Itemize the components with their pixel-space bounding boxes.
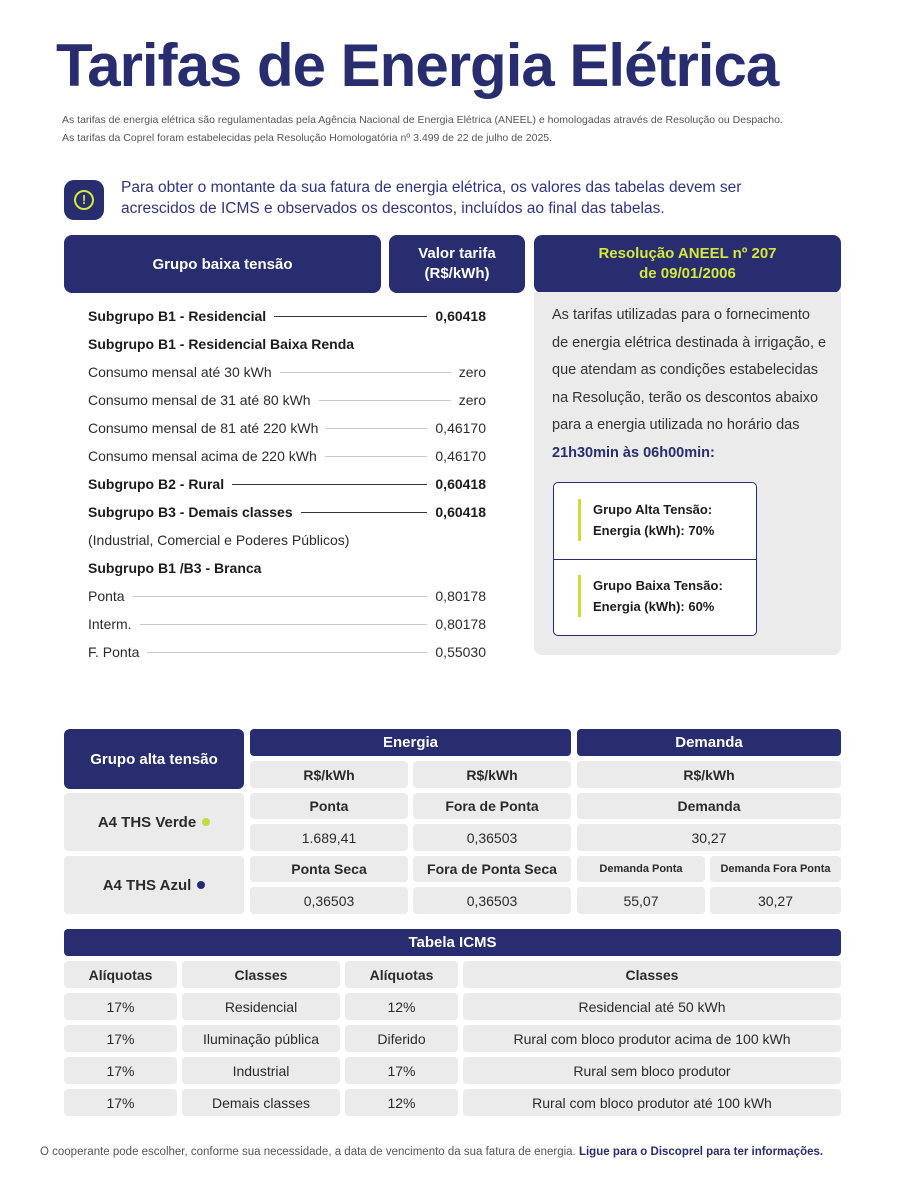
energia-header: Energia <box>250 729 571 756</box>
icms-table-cell: Industrial <box>182 1057 340 1084</box>
icms-table-cell: Rural com bloco produtor até 100 kWh <box>463 1089 841 1116</box>
table-row: Subgrupo B1 /B3 - Branca <box>88 560 262 576</box>
discount-low-voltage: Grupo Baixa Tensão: Energia (kWh): 60% <box>578 575 723 617</box>
icms-table-cell: Rural sem bloco produtor <box>463 1057 841 1084</box>
table-cell: 0,36503 <box>413 887 571 914</box>
icms-table-cell: Iluminação pública <box>182 1025 340 1052</box>
icms-table-cell: Demais classes <box>182 1089 340 1116</box>
icms-table-cell: Rural com bloco produtor acima de 100 kWh <box>463 1025 841 1052</box>
demanda-header: Demanda <box>577 729 841 756</box>
icms-table-cell: 12% <box>345 993 458 1020</box>
table-cell: 30,27 <box>577 824 841 851</box>
high-voltage-group-header: Grupo alta tensão <box>64 729 244 789</box>
table-row: Subgrupo B3 - Demais classes 0,60418 <box>88 504 486 520</box>
table-header-cell: Demanda Ponta <box>577 856 705 882</box>
table-cell: 0,36503 <box>413 824 571 851</box>
table-row: Consumo mensal acima de 220 kWh 0,46170 <box>88 448 486 464</box>
table-row: F. Ponta 0,55030 <box>88 644 486 660</box>
icms-header-cell: Alíquotas <box>345 961 458 988</box>
a4-verde-label: A4 THS Verde <box>64 793 244 851</box>
icms-table-cell: Diferido <box>345 1025 458 1052</box>
icms-table-cell: 17% <box>345 1057 458 1084</box>
low-voltage-group-header: Grupo baixa tensão <box>64 235 381 293</box>
table-row: Subgrupo B1 - Residencial Baixa Renda <box>88 336 355 352</box>
table-header-cell: Fora de Ponta <box>413 793 571 819</box>
page-title: Tarifas de Energia Elétrica <box>56 32 779 99</box>
table-header-cell: Demanda Fora Ponta <box>710 856 841 882</box>
table-header-cell: Ponta <box>250 793 408 819</box>
footer-link[interactable]: Ligue para o Discoprel para ter informações. <box>578 1146 824 1158</box>
icms-table-cell: 17% <box>64 1025 177 1052</box>
icms-table-cell: 12% <box>345 1089 458 1116</box>
table-header-cell: Fora de Ponta Seca <box>413 856 571 882</box>
table-cell: 1.689,41 <box>250 824 408 851</box>
low-voltage-table <box>88 302 486 666</box>
exclamation-circle-icon: ! <box>64 180 104 220</box>
unit-cell: R$/kWh <box>250 761 408 788</box>
discount-box <box>553 482 757 636</box>
table-header-cell: Demanda <box>577 793 841 819</box>
resolution-header: Resolução ANEEL nº 207 de 09/01/2006 <box>534 235 841 293</box>
table-header-cell: Ponta Seca <box>250 856 408 882</box>
icms-table-cell: 17% <box>64 1057 177 1084</box>
icms-table-title: Tabela ICMS <box>64 929 841 956</box>
icms-table-cell: Residencial <box>182 993 340 1020</box>
divider <box>554 559 756 560</box>
icms-table-cell: 17% <box>64 993 177 1020</box>
table-row: Ponta 0,80178 <box>88 588 486 604</box>
icms-header-cell: Classes <box>182 961 340 988</box>
table-cell: 30,27 <box>710 887 841 914</box>
unit-cell: R$/kWh <box>413 761 571 788</box>
table-cell: 55,07 <box>577 887 705 914</box>
table-row: Interm. 0,80178 <box>88 616 486 632</box>
table-row: (Industrial, Comercial e Poderes Públicos) <box>88 532 350 548</box>
resolution-text: As tarifas utilizadas para o fornecimento de energia elétrica destinada à irrigação, e que atendam as condições estabelecidas na Resolução, terão os descontos abaixo para a energia utilizada no horário das 21h30min às 06h00min: <box>552 307 827 461</box>
footer-text: O cooperante pode escolher, conforme sua necessidade, a data de vencimento da sua fatura de energia. Ligue para o Discoprel para ter informações. <box>40 1146 824 1158</box>
unit-cell: R$/kWh <box>577 761 841 788</box>
icms-header-cell: Alíquotas <box>64 961 177 988</box>
a4-azul-label: A4 THS Azul <box>64 856 244 914</box>
table-row: Consumo mensal de 31 até 80 kWh zero <box>88 392 486 408</box>
icms-header-cell: Classes <box>463 961 841 988</box>
icms-table-cell: 17% <box>64 1089 177 1116</box>
discount-high-voltage: Grupo Alta Tensão: Energia (kWh): 70% <box>578 499 714 541</box>
table-row: Subgrupo B1 - Residencial 0,60418 <box>88 308 486 324</box>
notice-text: Para obter o montante da sua fatura de energia elétrica, os valores das tabelas devem ser acrescidos de ICMS e observados os descontos, incluídos ao final das tabelas. <box>121 179 742 217</box>
table-row: Consumo mensal de 81 até 220 kWh 0,46170 <box>88 420 486 436</box>
icms-table-cell: Residencial até 50 kWh <box>463 993 841 1020</box>
page-subtitle: As tarifas de energia elétrica são regulamentadas pela Agência Nacional de Energia Elétrica (ANEEL) e homologadas através de Resolução ou Despacho. As tarifas da Coprel foram estabelecidas pela Resolução Homologatória nº 3.499 de 22 de julho de 2025. <box>62 114 783 144</box>
green-dot-icon <box>202 818 210 826</box>
tariff-value-header: Valor tarifa (R$/kWh) <box>389 235 525 293</box>
table-row: Consumo mensal até 30 kWh zero <box>88 364 486 380</box>
table-row: Subgrupo B2 - Rural 0,60418 <box>88 476 486 492</box>
navy-dot-icon <box>197 881 205 889</box>
table-cell: 0,36503 <box>250 887 408 914</box>
